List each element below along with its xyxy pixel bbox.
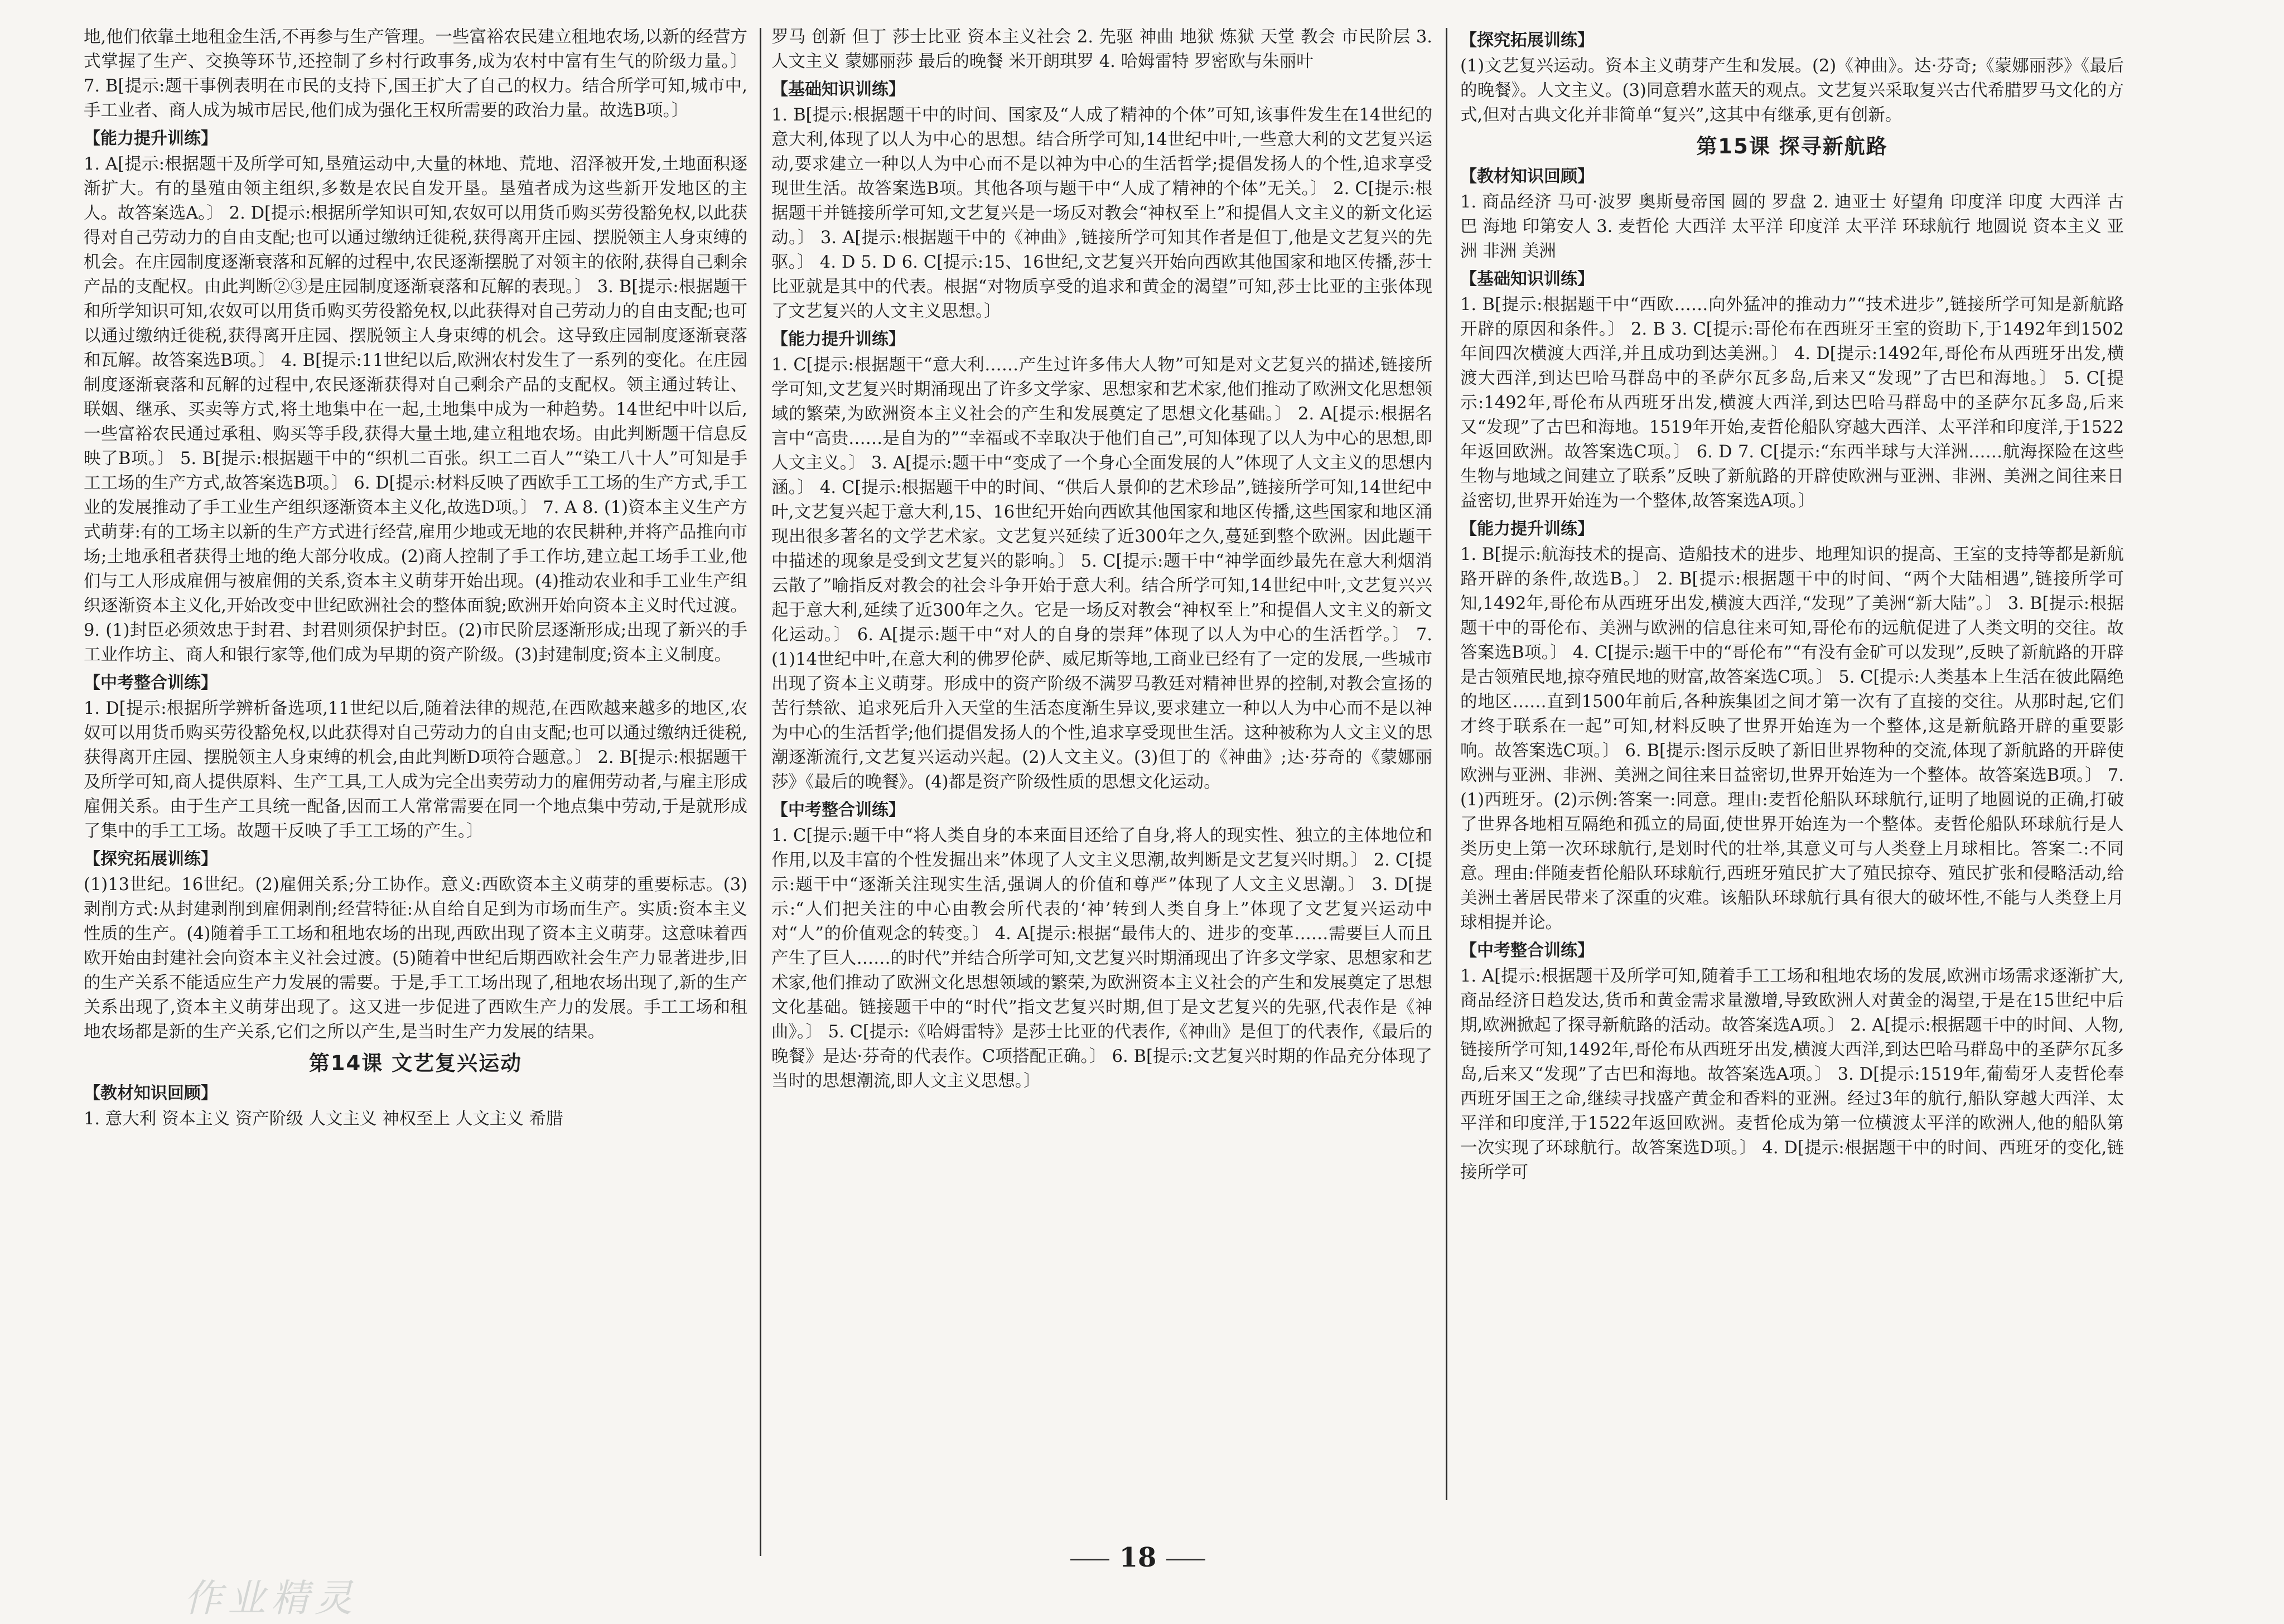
section-heading: 【教材知识回顾】: [84, 1084, 218, 1103]
paragraph: 1. B[提示:航海技术的提高、造船技术的进步、地理知识的提高、王室的支持等都是新航路开辟的条件,故选B。〕 2. B[提示:根据题干中的时间、“两个大陆相遇”,链接所学可知,1492年,哥伦布从西班牙出发,横渡大西洋,“发现”了美洲“新大陆”。〕 3. B[提示:根据题干中的哥伦布、美洲与欧洲的信息往来可知,哥伦布的远航促进了人类文明的交往。故答案选B项。〕 4. C[提示:题干中的“哥伦布”“有没有金矿可以发现”,反映了新航路的开辟是古领殖民地,掠夺殖民地的财富,故答案选C项。〕 5. C[提示:人类基本上生活在彼此隔绝的地区……直到1500年前后,各种族集团之间才第一次有了直接的交往。从那时起,它们才终于联系在一起”可知,材料反映了世界开始连为一个整体,这是新航路开辟的重要影响。故答案选C项。〕 6. B[提示:图示反映了新旧世界物种的交流,体现了新航路的开辟使欧洲与亚洲、非洲、美洲之间往来日益密切,世界开始连为一个整体。故答案选B项。〕 7. (1)西班牙。(2)示例:答案一:同意。理由:麦哲伦船队环球航行,证明了地圆说的正确,打破了世界各地相互隔绝和孤立的局面,使世界开始连为一个整体。麦哲伦船队环球航行是人类历史上第一次环球航行,是划时代的壮举,其意义可与人类登上月球相比。答案二:不同意。理由:伴随麦哲伦船队环球航行,西班牙殖民扩大了殖民掠夺、殖民扩张和侵略活动,给美洲土著居民带来了深重的灾难。该船队环球航行具有很大的破坏性,不能与人类登上月球相提并论。: [1460, 545, 2124, 932]
paragraph: 1. B[提示:根据题干中的时间、国家及“人成了精神的个体”可知,该事件发生在14世纪的意大利,体现了以人为中心的思想。结合所学可知,14世纪中叶,一些意大利的文艺复兴运动,要求建立一种以人为中心而不是以神为中心的生活哲学;提倡发扬人的个性,追求享受现世生活。故答案选B项。其他各项与题干中“人成了精神的个体”无关。〕 2. C[提示:根据题干并链接所学可知,文艺复兴是一场反对教会“神权至上”和提倡人文主义的新文化运动。〕 3. A[提示:根据题干中的《神曲》,链接所学可知其作者是但丁,他是文艺复兴的先驱。〕 4. D 5. D 6. C[提示:15、16世纪,文艺复兴开始向西欧其他国家和地区传播,莎士比亚就是其中的代表。根据“对物质享受的追求和黄金的渴望”可知,莎士比亚的主张体现了文艺复兴的人文主义思想。〕: [771, 105, 1432, 321]
paragraph: 罗马 创新 但丁 莎士比亚 资本主义社会 2. 先驱 神曲 地狱 炼狱 天堂 教会 市民阶层 3. 人文主义 蒙娜丽莎 最后的晚餐 米开朗琪罗 4. 哈姆雷特 罗密欧与朱丽叶: [771, 27, 1432, 71]
column-divider: [760, 28, 761, 1556]
paragraph: 1. B[提示:根据题干中“西欧……向外猛冲的推动力”“技术进步”,链接所学可知是新航路开辟的原因和条件。〕 2. B 3. C[提示:哥伦布在西班牙王室的资助下,于1492年到1502年间四次横渡大西洋,并且成功到达美洲。〕 4. D[提示:1492年,哥伦布从西班牙出发,横渡大西洋,到达巴哈马群岛中的圣萨尔瓦多岛,后来又“发现”了古巴和海地。〕 5. C[提示:1492年,哥伦布从西班牙出发,横渡大西洋,到达巴哈马群岛中的圣萨尔瓦多岛,后来又“发现”了古巴和海地。1519年开始,麦哲伦船队穿越大西洋、太平洋和印度洋,于1522年返回欧洲。故答案选C项。〕 6. D 7. C[提示:“东西半球与大洋洲……航海探险在这些生物与地域之间建立了联系”反映了新航路的开辟使欧洲与亚洲、非洲、美洲之间往来日益密切,世界开始连为一个整体,故答案选A项。〕: [1460, 295, 2124, 511]
section-heading: 【基础知识训练】: [771, 80, 905, 99]
paragraph: (1)13世纪。16世纪。(2)雇佣关系;分工协作。意义:西欧资本主义萌芽的重要标志。(3)剥削方式:从封建剥削到雇佣剥削;经营特征:从自给自足到为市场而生产。实质:资本主义性质的生产。(4)随着手工工场和租地农场的出现,西欧出现了资本主义萌芽。这意味着西欧开始由封建社会向资本主义社会过渡。(5)随着中世纪后期西欧社会生产力显著进步,旧的生产关系不能适应生产力发展的需要。于是,手工工场出现了,租地农场出现了,新的生产关系出现了,资本主义萌芽出现了。这又进一步促进了西欧生产力的发展。手工工场和租地农场都是新的生产关系,它们之所以产生,是当时生产力发展的结果。: [84, 875, 747, 1042]
paragraph: 1. A[提示:根据题干及所学可知,随着手工工场和租地农场的发展,欧洲市场需求逐渐扩大,商品经济日趋发达,货币和黄金需求量激增,导致欧洲人对黄金的渴望,于是在15世纪中后期,欧洲掀起了探寻新航路的活动。故答案选A项。〕 2. A[提示:根据题干中的时间、人物,链接所学可知,1492年,哥伦布从西班牙出发,横渡大西洋,到达巴哈马群岛中的圣萨尔瓦多岛,后来又“发现”了古巴和海地。故答案选A项。〕 3. D[提示:1519年,葡萄牙人麦哲伦奉西班牙国王之命,继续寻找盛产黄金和香料的亚洲。经过3年的航行,船队穿越大西洋、太平洋和印度洋,于1522年返回欧洲。麦哲伦成为第一位横渡太平洋的欧洲人,他的船队第一次实现了环球航行。故答案选D项。〕 4. D[提示:根据题干中的时间、西班牙的变化,链接所学可: [1460, 966, 2124, 1182]
section-heading: 【探究拓展训练】: [1460, 31, 1594, 50]
paragraph: 1. D[提示:根据所学辨析备选项,11世纪以后,随着法律的规范,在西欧越来越多的地区,农奴可以用货币购买劳役豁免权,以此获得对自己劳动力的自由支配;也可以通过缴纳迁徙税,获得离开庄园、摆脱领主人身束缚的机会,由此判断D项符合题意。〕 2. B[提示:根据题干及所学可知,商人提供原料、生产工具,工人成为完全出卖劳动力的雇佣劳动者,与雇主形成雇佣关系。由于生产工具统一配备,因而工人常常需要在同一个地点集中劳动,于是就形成了集中的手工工场。故题干反映了手工工场的产生。〕: [84, 699, 747, 841]
lesson-title: 第14课 文艺复兴运动: [308, 1051, 523, 1075]
answer-column-left: [84, 25, 747, 1564]
paragraph: 1. C[提示:题干中“将人类自身的本来面目还给了自身,将人的现实性、独立的主体地位和作用,以及丰富的个性发掘出来”体现了人文主义思潮,故判断是文艺复兴时期。〕 2. C[提示:题干中“逐渐关注现实生活,强调人的价值和尊严”体现了人文主义思潮。〕 3. D[提示:“人们把关注的中心由教会所代表的‘神’转到人类自身上”体现了文艺复兴运动中对“人”的价值观念的转变。〕 4. A[提示:根据“最伟大的、进步的变革……需要巨人而且产生了巨人……的时代”并结合所学可知,文艺复兴时期涌现出了许多文学家、思想家和艺术家,他们推动了欧洲文化思想领域的繁荣,为欧洲资本主义社会的产生和发展奠定了思想文化基础。链接题干中的“时代”指文艺复兴时期,但丁是文艺复兴的先驱,代表作是《神曲》。〕 5. C[提示:《哈姆雷特》是莎士比亚的代表作,《神曲》是但丁的代表作,《最后的晚餐》是达·芬奇的代表作。C项搭配正确。〕 6. B[提示:文艺复兴时期的作品充分体现了当时的思想潮流,即人文主义思想。〕: [771, 826, 1432, 1091]
section-heading: 【中考整合训练】: [84, 673, 218, 693]
section-heading: 【中考整合训练】: [1460, 941, 1594, 960]
paragraph: 1. C[提示:根据题干“意大利……产生过许多伟大人物”可知是对文艺复兴的描述,链接所学可知,文艺复兴时期涌现出了许多文学家、思想家和艺术家,他们推动了欧洲文化思想领域的繁荣,为欧洲资本主义社会的产生和发展奠定了思想文化基础。〕 2. A[提示:根据名言中“高贵……是自为的”“幸福或不幸取决于他们自己”,可知体现了以人为中心的思想,即人文主义。〕 3. A[提示:题干中“变成了一个身心全面发展的人”体现了人文主义的思想内涵。〕 4. C[提示:根据题干中的时间、“供后人景仰的艺术珍品”,链接所学可知,14世纪中叶,文艺复兴起于意大利,15、16世纪开始向西欧其他国家和地区传播,这些国家和地区涌现出很多著名的文学艺术家。文艺复兴延续了近300年之久,蔓延到整个欧洲。因此题干中描述的现象是受到文艺复兴的影响。〕 5. C[提示:题干中“神学面纱最先在意大利烟消云散了”喻指反对教会的社会斗争开始于意大利。结合所学可知,14世纪中叶,文艺复兴兴起于意大利,延续了近300年之久。它是一场反对教会“神权至上”和提倡人文主义的新文化运动。〕 6. A[提示:题干中“对人的自身的崇拜”体现了以人为中心的生活哲学。〕 7. (1)14世纪中叶,在意大利的佛罗伦萨、威尼斯等地,工商业已经有了一定的发展,一些城市出现了资本主义萌芽。形成中的资产阶级不满罗马教廷对精神世界的控制,对教会宣扬的苦行禁欲、追求死后升入天堂的生活态度渐生异议,要求建立一种以人为中心而不是以神为中心的生活哲学;他们提倡发扬人的个性,追求享受现世生活。这种被称为人文主义的思潮逐渐流行,文艺复兴运动兴起。(2)人文主义。(3)但丁的《神曲》;达·芬奇的《蒙娜丽莎》《最后的晚餐》。(4)都是资产阶级性质的思想文化运动。: [771, 355, 1432, 792]
watermark: 作业精灵: [184, 1577, 359, 1621]
page-number-text: 18: [1119, 1542, 1157, 1573]
section-heading: 【探究拓展训练】: [84, 849, 218, 869]
column-divider: [1446, 28, 1447, 1500]
section-heading: 【中考整合训练】: [771, 800, 905, 820]
answer-column-middle: [771, 25, 1432, 1509]
section-heading: 【基础知识训练】: [1460, 269, 1594, 289]
section-heading: 【能力提升训练】: [771, 330, 905, 349]
paragraph: 1. 商品经济 马可·波罗 奥斯曼帝国 圆的 罗盘 2. 迪亚士 好望角 印度洋 印度 大西洋 古巴 海地 印第安人 3. 麦哲伦 大西洋 太平洋 印度洋 太平洋 环球航行 地圆说 资本主义 亚洲 非洲 美洲: [1460, 192, 2124, 261]
answer-column-right: [1460, 25, 2124, 1564]
page-number: [1049, 1542, 1227, 1573]
dash-decoration: [1166, 1559, 1205, 1560]
paragraph: 1. A[提示:根据题干及所学可知,垦殖运动中,大量的林地、荒地、沼泽被开发,土地面积逐渐扩大。有的垦殖由领主组织,多数是农民自发开垦。垦殖者成为这些新开发地区的主人。故答案选A。〕 2. D[提示:根据所学知识可知,农奴可以用货币购买劳役豁免权,以此获得对自己劳动力的自由支配;也可以通过缴纳迁徙税,获得离开庄园、摆脱领主人身束缚的机会。在庄园制度逐渐衰落和瓦解的过程中,农民逐渐摆脱了对领主的依附,获得自己剩余产品的支配权。由此判断②③是庄园制度逐渐衰落和瓦解的表现。〕 3. B[提示:根据题干和所学知识可知,农奴可以用货币购买劳役豁免权,以此获得对自己劳动力的自由支配;也可以通过缴纳迁徙税,获得离开庄园、摆脱领主人身束缚的机会。这导致庄园制度逐渐衰落和瓦解。故答案选B项。〕 4. B[提示:11世纪以后,欧洲农村发生了一系列的变化。在庄园制度逐渐衰落和瓦解的过程中,农民逐渐获得对自己剩余产品的支配权。领主通过转让、联姻、继承、买卖等方式,将土地集中在一起,土地集中成为一种趋势。14世纪中叶以后,一些富裕农民通过承租、购买等手段,获得大量土地,建立租地农场。由此判断题干信息反映了B项。〕 5. B[提示:根据题干中的“织机二百张。织工二百人”“染工八十人”可知是手工工场的生产方式,故答案选B项。〕 6. D[提示:材料反映了西欧手工工场的生产方式,手工业的发展推动了手工业生产组织逐渐资本主义化,故选D项。〕 7. A 8. (1)资本主义生产方式萌芽:有的工场主以新的生产方式进行经营,雇用少地或无地的农民耕种,并将产品推向市场;土地承租者获得土地的绝大部分收成。(2)商人控制了手工作坊,建立起工场手工业,他们与工人形成雇佣与被雇佣的关系,资本主义萌芽开始出现。(4)推动农业和手工业生产组织逐渐资本主义化,开始改变中世纪欧洲社会的整体面貌;欧洲开始向资本主义时代过渡。 9. (1)封臣必须效忠于封君、封君则须保护封臣。(2)市民阶层逐渐形成;出现了新兴的手工业作坊主、商人和银行家等,他们成为早期的资产阶级。(3)封建制度;资本主义制度。: [84, 154, 747, 665]
paragraph: 地,他们依靠土地租金生活,不再参与生产管理。一些富裕农民建立租地农场,以新的经营方式掌握了生产、交换等环节,还控制了乡村行政事务,成为农村中富有生气的阶级力量。〕 7. B[提示:题干事例表明在市民的支持下,国王扩大了自己的权力。结合所学可知,城市中,手工业者、商人成为城市居民,他们成为强化王权所需要的政治力量。故选B项。〕: [84, 27, 747, 120]
lesson-title: 第15课 探寻新航路: [1696, 134, 1888, 158]
paragraph: (1)文艺复兴运动。资本主义萌芽产生和发展。(2)《神曲》。达·芬奇;《蒙娜丽莎》《最后的晚餐》。人文主义。(3)同意碧水蓝天的观点。文艺复兴采取复兴古代希腊罗马文化的方式,但对古典文化并非简单“复兴”,这其中有继承,更有创新。: [1460, 56, 2124, 125]
section-heading: 【能力提升训练】: [1460, 519, 1594, 539]
section-heading: 【能力提升训练】: [84, 129, 218, 148]
dash-decoration: [1070, 1559, 1109, 1560]
section-heading: 【教材知识回顾】: [1460, 167, 1594, 186]
paragraph: 1. 意大利 资本主义 资产阶级 人文主义 神权至上 人文主义 希腊: [84, 1109, 563, 1129]
